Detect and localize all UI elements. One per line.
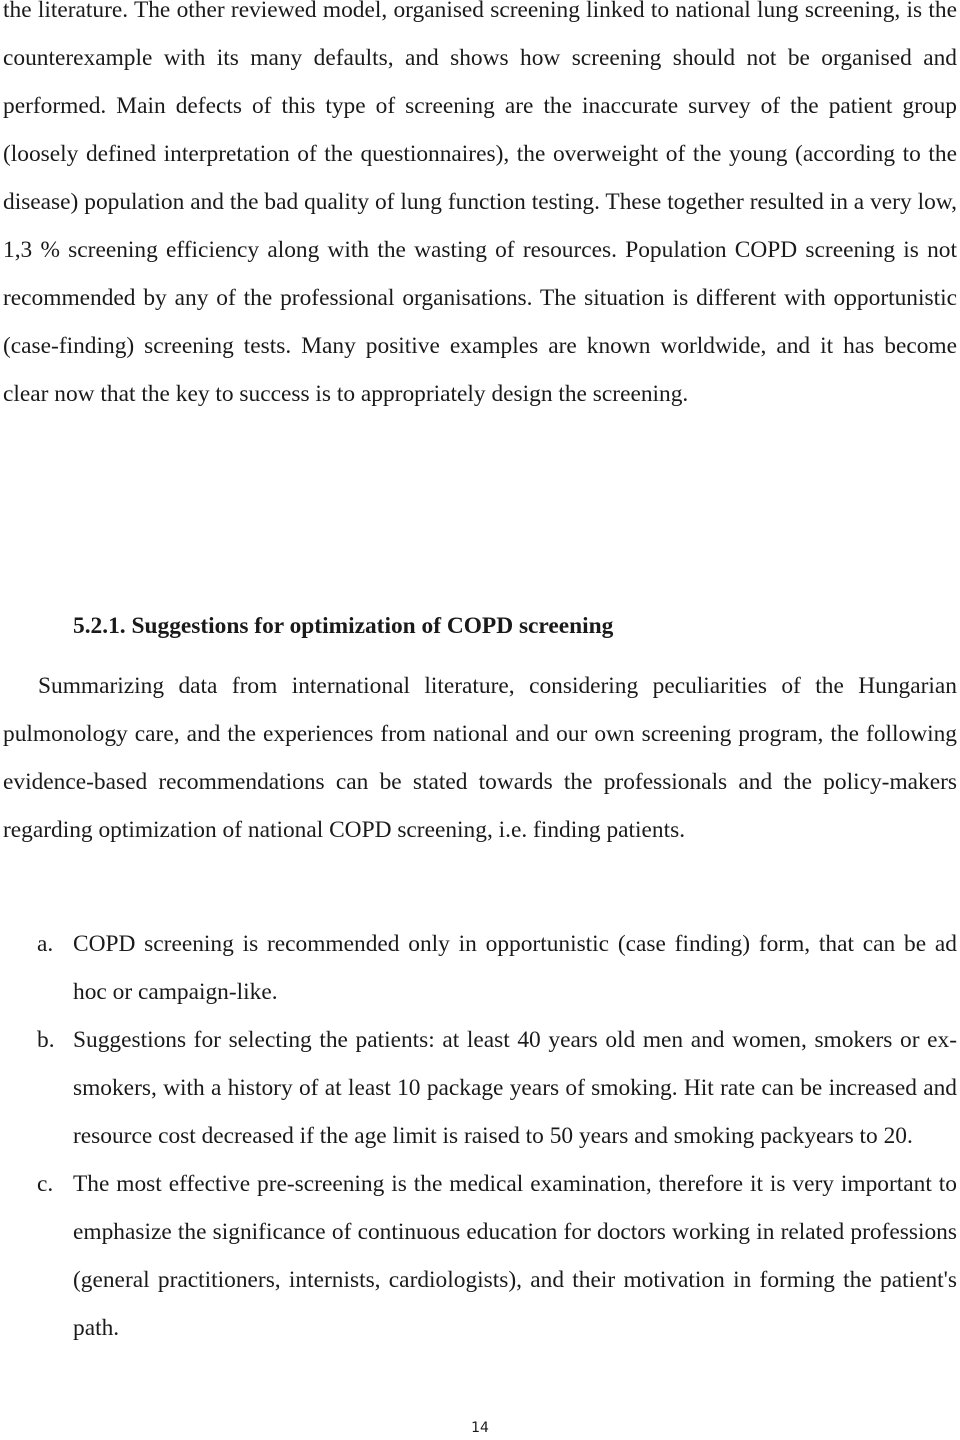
list-item-marker: b. bbox=[37, 1027, 55, 1053]
list-item-text: Suggestions for selecting the patients: at least 40 years old men and women, smokers or ex-smokers, with a history of at least 10 package years of smoking. Hit rate can be increased and resource cost decreased if the age limit is raised to 50 years and smoking packyears to 20. bbox=[73, 1027, 957, 1149]
list-item bbox=[0, 920, 957, 1016]
list-item-marker: c. bbox=[37, 1171, 54, 1197]
page-number: 14 bbox=[471, 1420, 489, 1436]
list-item bbox=[0, 1016, 957, 1160]
body-paragraph-recommendations-intro: Summarizing data from international literature, considering peculiarities of the Hungarian pulmonology care, and the experiences from national and our own screening program, the following evidence-based recommendations can be stated towards the professionals and the policy-makers regarding optimization of national COPD screening, i.e. finding patients. bbox=[3, 673, 957, 843]
list-item bbox=[0, 1160, 957, 1352]
recommendations-list bbox=[0, 920, 957, 1352]
list-item-text: COPD screening is recommended only in opportunistic (case finding) form, that can be ad hoc or campaign-like. bbox=[73, 931, 957, 1005]
list-item-text: The most effective pre-screening is the medical examination, therefore it is very important to emphasize the significance of continuous education for doctors working in related professions (general practitioners, internists, cardiologists), and their motivation in forming the patient's path. bbox=[73, 1171, 957, 1341]
body-paragraph-screening-models: the literature. The other reviewed model, organised screening linked to national lung screening, is the counterexample with its many defaults, and shows how screening should not be organised and performed. Main defects of this type of screening are the inaccurate survey of the patient group (loosely defined interpretation of the questionnaires), the overweight of the young (according to the disease) population and the bad quality of lung function testing. These together resulted in a very low, 1,3 % screening efficiency along with the wasting of resources. Population COPD screening is not recommended by any of the professional organisations. The situation is different with opportunistic (case-finding) screening tests. Many positive examples are known worldwide, and it has become clear now that the key to success is to appropriately design the screening. bbox=[3, 0, 957, 407]
list-item-marker: a. bbox=[37, 931, 54, 957]
section-heading: 5.2.1. Suggestions for optimization of COPD screening bbox=[73, 613, 614, 639]
